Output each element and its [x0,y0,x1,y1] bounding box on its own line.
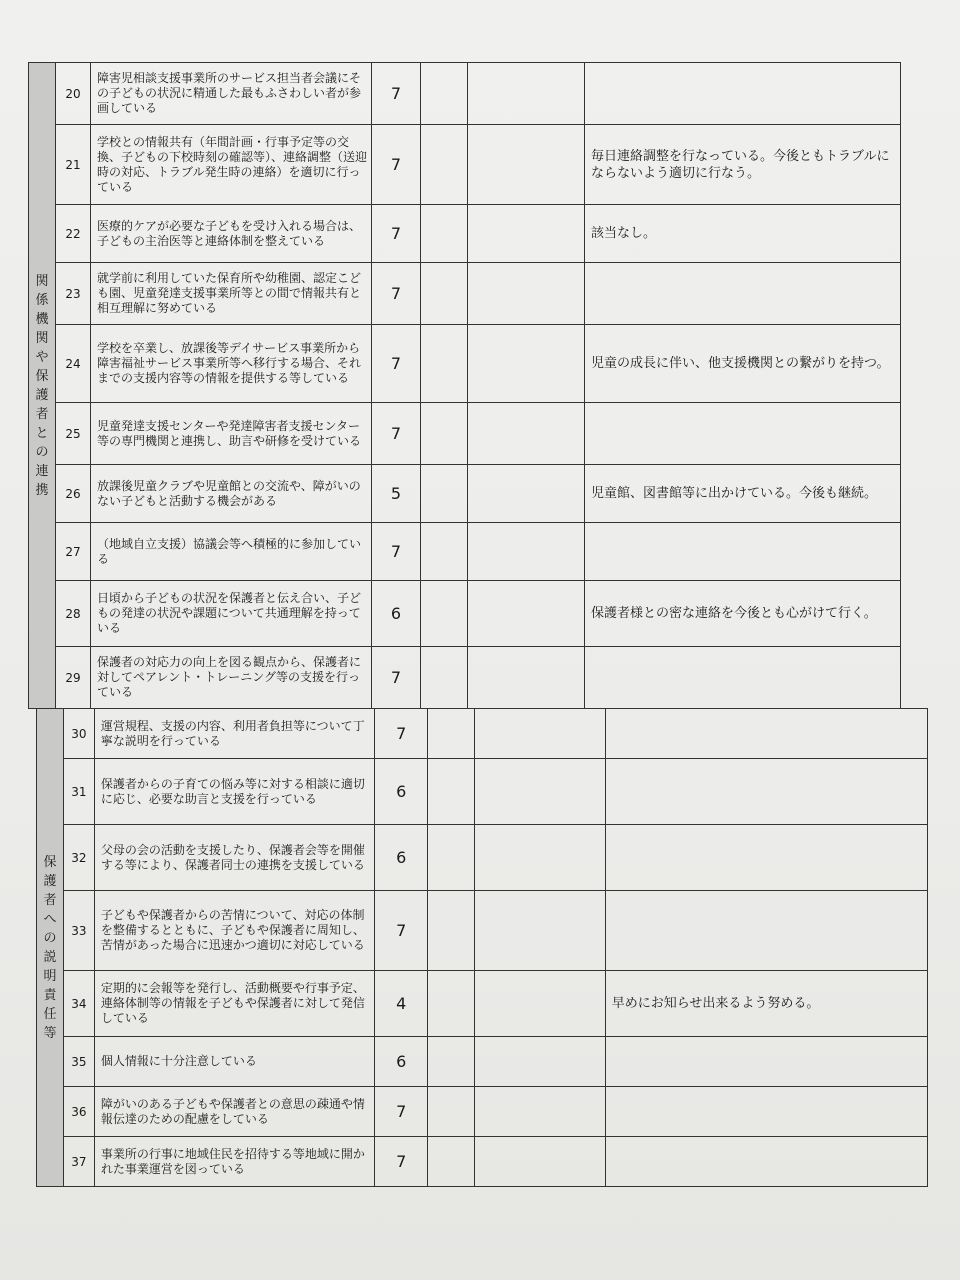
item-number: 23 [56,263,91,325]
comment-text: 保護者様との密な連絡を今後とも心がけて行く。 [585,581,901,647]
blank-cell [468,581,585,647]
question-text: 保護者の対応力の向上を図る観点から、保護者に対してペアレント・トレーニング等の支援を行っている [91,647,372,709]
table-row [29,523,901,581]
blank-cell [475,759,606,825]
blank-cell [468,125,585,205]
evaluation-table-section1 [28,62,901,709]
comment-text [585,403,901,465]
score-value: 4 [375,971,428,1037]
blank-cell [468,325,585,403]
table-row [29,263,901,325]
score-value: 6 [375,759,428,825]
comment-text [585,647,901,709]
table-row [29,647,901,709]
blank-cell [428,759,475,825]
item-number: 21 [56,125,91,205]
comment-text [605,1137,927,1187]
item-number: 34 [63,971,94,1037]
comment-text [585,63,901,125]
blank-cell [421,63,468,125]
table-row [37,891,928,971]
blank-cell [468,263,585,325]
comment-text [605,825,927,891]
blank-cell [475,971,606,1037]
blank-cell [421,205,468,263]
blank-cell [421,403,468,465]
question-text: 運営規程、支援の内容、利用者負担等について丁寧な説明を行っている [94,709,374,759]
question-text: 個人情報に十分注意している [94,1037,374,1087]
question-text: 日頃から子どもの状況を保護者と伝え合い、子どもの発達の状況や課題について共通理解を持っている [91,581,372,647]
item-number: 20 [56,63,91,125]
question-text: 児童発達支援センターや発達障害者支援センター等の専門機関と連携し、助言や研修を受けている [91,403,372,465]
table-row [29,63,901,125]
evaluation-table-section2 [36,708,928,1187]
category-label [37,709,64,1187]
score-value: 7 [372,205,421,263]
table-row [29,581,901,647]
blank-cell [468,63,585,125]
table-row [29,465,901,523]
item-number: 25 [56,403,91,465]
item-number: 36 [63,1087,94,1137]
score-value: 7 [372,63,421,125]
comment-text: 児童の成長に伴い、他支援機関との繋がりを持つ。 [585,325,901,403]
item-number: 35 [63,1037,94,1087]
score-value: 6 [372,581,421,647]
score-value: 7 [372,125,421,205]
table-row [37,709,928,759]
blank-cell [428,1087,475,1137]
table-row [29,325,901,403]
table-row [29,403,901,465]
comment-text [605,759,927,825]
item-number: 30 [63,709,94,759]
blank-cell [468,403,585,465]
evaluation-sheet [28,62,928,1187]
table-row [37,1137,928,1187]
comment-text: 早めにお知らせ出来るよう努める。 [605,971,927,1037]
question-text: 子どもや保護者からの苦情について、対応の体制を整備するとともに、子どもや保護者に周知し、苦情があった場合に迅速かつ適切に対応している [94,891,374,971]
question-text: 医療的ケアが必要な子どもを受け入れる場合は、子どもの主治医等と連絡体制を整えている [91,205,372,263]
score-value: 7 [372,647,421,709]
blank-cell [421,523,468,581]
table-row [37,971,928,1037]
comment-text: 児童館、図書館等に出かけている。今後も継続。 [585,465,901,523]
score-value: 5 [372,465,421,523]
table-row [29,205,901,263]
question-text: 父母の会の活動を支援したり、保護者会等を開催する等により、保護者同士の連携を支援している [94,825,374,891]
question-text: 学校との情報共有（年間計画・行事予定等の交換、子どもの下校時刻の確認等）、連絡調整（送迎時の対応、トラブル発生時の連絡）を適切に行っている [91,125,372,205]
question-text: 事業所の行事に地域住民を招待する等地域に開かれた事業運営を図っている [94,1137,374,1187]
score-value: 7 [372,325,421,403]
blank-cell [428,1137,475,1187]
item-number: 22 [56,205,91,263]
blank-cell [475,709,606,759]
blank-cell [468,647,585,709]
comment-text [605,1087,927,1137]
blank-cell [475,891,606,971]
blank-cell [428,825,475,891]
score-value: 6 [375,825,428,891]
question-text: 障がいのある子どもや保護者との意思の疎通や情報伝達のための配慮をしている [94,1087,374,1137]
blank-cell [421,263,468,325]
item-number: 32 [63,825,94,891]
comment-text [585,263,901,325]
question-text: 学校を卒業し、放課後等デイサービス事業所から障害福祉サービス事業所等へ移行する場合、それまでの支援内容等の情報を提供する等している [91,325,372,403]
score-value: 7 [375,709,428,759]
blank-cell [421,325,468,403]
blank-cell [468,465,585,523]
blank-cell [421,581,468,647]
score-value: 6 [375,1037,428,1087]
table-row [37,1087,928,1137]
score-value: 7 [372,403,421,465]
blank-cell [475,1137,606,1187]
category-label [29,63,56,709]
table-row [29,125,901,205]
item-number: 29 [56,647,91,709]
score-value: 7 [372,523,421,581]
item-number: 33 [63,891,94,971]
blank-cell [468,205,585,263]
blank-cell [475,1087,606,1137]
blank-cell [428,891,475,971]
comment-text [605,709,927,759]
blank-cell [428,971,475,1037]
score-value: 7 [375,891,428,971]
blank-cell [421,465,468,523]
question-text: 障害児相談支援事業所のサービス担当者会議にその子どもの状況に精通した最もふさわしい者が参画している [91,63,372,125]
comment-text: 毎日連絡調整を行なっている。今後ともトラブルにならないよう適切に行なう。 [585,125,901,205]
comment-text: 該当なし。 [585,205,901,263]
blank-cell [475,825,606,891]
question-text: （地域自立支援）協議会等へ積極的に参加している [91,523,372,581]
blank-cell [475,1037,606,1087]
blank-cell [421,125,468,205]
table-row [37,759,928,825]
table-row [37,825,928,891]
question-text: 保護者からの子育ての悩み等に対する相談に適切に応じ、必要な助言と支援を行っている [94,759,374,825]
item-number: 37 [63,1137,94,1187]
question-text: 放課後児童クラブや児童館との交流や、障がいのない子どもと活動する機会がある [91,465,372,523]
question-text: 就学前に利用していた保育所や幼稚園、認定こども園、児童発達支援事業所等との間で情報共有と相互理解に努めている [91,263,372,325]
category-text: 保護者への説明責任等 [43,854,57,1041]
item-number: 27 [56,523,91,581]
item-number: 31 [63,759,94,825]
item-number: 24 [56,325,91,403]
blank-cell [421,647,468,709]
item-number: 28 [56,581,91,647]
question-text: 定期的に会報等を発行し、活動概要や行事予定、連絡体制等の情報を子どもや保護者に対して発信している [94,971,374,1037]
comment-text [605,1037,927,1087]
comment-text [605,891,927,971]
score-value: 7 [375,1087,428,1137]
item-number: 26 [56,465,91,523]
blank-cell [428,1037,475,1087]
score-value: 7 [375,1137,428,1187]
table-row [37,1037,928,1087]
blank-cell [428,709,475,759]
category-text: 関係機関や保護者との連携 [35,273,49,498]
score-value: 7 [372,263,421,325]
blank-cell [468,523,585,581]
comment-text [585,523,901,581]
